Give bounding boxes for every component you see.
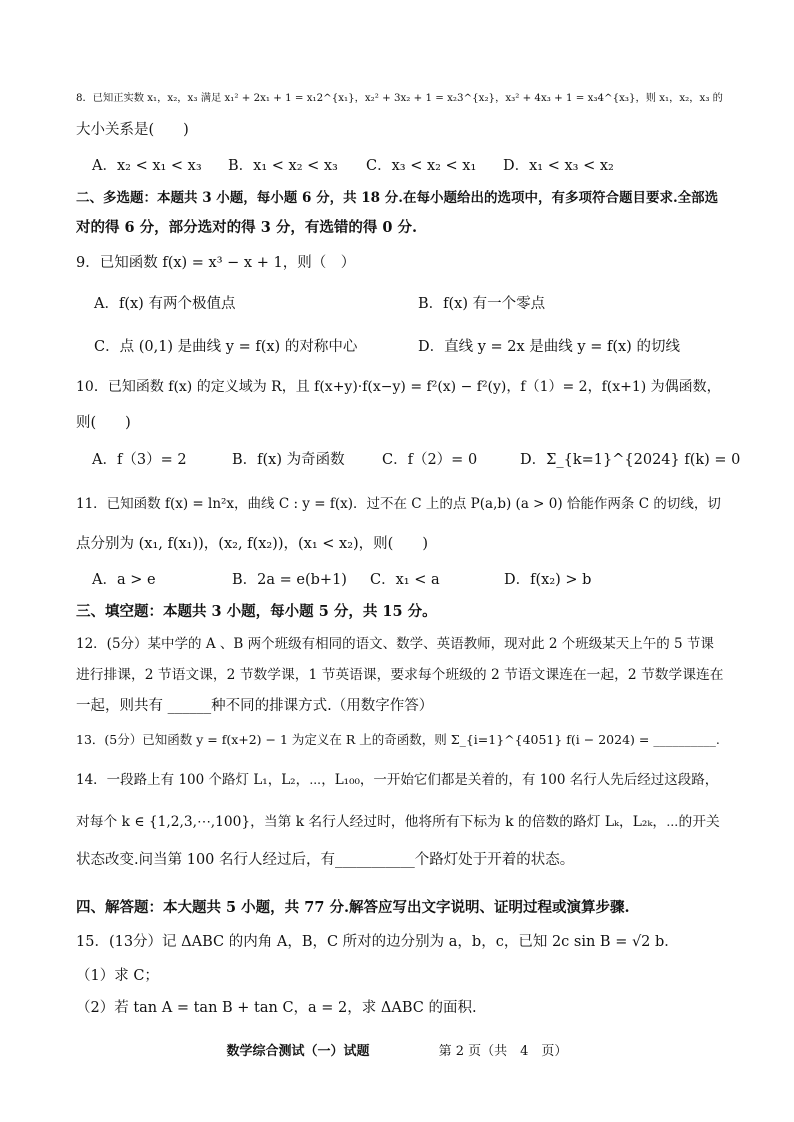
- q8-line1: 8．已知正实数 x₁，x₂，x₃ 满足 x₁² + 2x₁ + 1 = x₁2^{x₁}，x₂² + 3x₂ + 1 = x₂3^{x₂}，x₃² + 4x₃ + 1 = x₃4^{x₃}，则 x₁，x₂，x₃ 的: [76, 92, 723, 104]
- q14-line3: 状态改变.问当第 100 名行人经过后，有___________个路灯处于开着的状态。: [76, 852, 575, 868]
- q10-option-c: C．f（2）= 0: [382, 452, 478, 468]
- q11-option-c: C．x₁ < a: [370, 572, 440, 588]
- q9-stem: 9．已知函数 f(x) = x³ − x + 1，则（ ）: [76, 255, 356, 271]
- q11-option-a: A．a > e: [92, 572, 156, 588]
- q14-line2: 对每个 k ∈ {1,2,3,⋯,100}，当第 k 名行人经过时，他将所有下标为 k 的倍数的路灯 Lₖ，L₂ₖ，⋯的开关: [76, 814, 720, 830]
- q12-line2: 进行排课，2 节语文课，2 节数学课，1 节英语课，要求每个班级的 2 节语文课连在一起，2 节数学课连在: [76, 667, 724, 683]
- q8-line2: 大小关系是( ): [76, 122, 189, 138]
- q8-option-a: A．x₂ < x₁ < x₃: [92, 158, 202, 174]
- q10-line1: 10．已知函数 f(x) 的定义域为 R，且 f(x+y)·f(x−y) = f²(x) − f²(y)，f（1）= 2，f(x+1) 为偶函数，: [76, 379, 721, 395]
- q10-option-a: A．f（3）= 2: [92, 452, 187, 468]
- q11-option-b: B．2a = e(b+1): [232, 572, 347, 588]
- q11-option-d: D．f(x₂) > b: [504, 572, 592, 588]
- q15-stem: 15．(13分）记 ΔABC 的内角 A，B，C 所对的边分别为 a，b，c，已知 2c sin B = √2 b．: [76, 934, 679, 950]
- q12-line1: 12．(5分）某中学的 A 、B 两个班级有相同的语文、数学、英语教师，现对此 2 个班级某天上午的 5 节课: [76, 636, 714, 652]
- q10-option-b: B．f(x) 为奇函数: [232, 452, 345, 468]
- footer-title: 数学综合测试（一）试题: [226, 1044, 370, 1059]
- q10-option-d: D．Σ_{k=1}^{2024} f(k) = 0: [520, 452, 741, 468]
- q9-option-b: B．f(x) 有一个零点: [418, 296, 546, 312]
- q9-option-c: C．点 (0,1) 是曲线 y = f(x) 的对称中心: [94, 339, 358, 355]
- q15-part1: （1）求 C；: [76, 968, 159, 984]
- q11-line1: 11．已知函数 f(x) = ln²x，曲线 C : y = f(x)．过不在 C 上的点 P(a,b) (a > 0) 恰能作两条 C 的切线，切: [76, 496, 721, 512]
- q14-line1: 14．一段路上有 100 个路灯 L₁，L₂，⋯，L₁₀₀，一开始它们都是关着的，有 100 名行人先后经过这段路，: [76, 772, 719, 788]
- q11-line2: 点分别为 (x₁, f(x₁))，(x₂, f(x₂))，(x₁ < x₂)，则( ): [76, 536, 428, 552]
- q15-part2: （2）若 tan A = tan B + tan C，a = 2，求 ΔABC 的面积.: [76, 1000, 477, 1016]
- q12-line3: 一起，则共有 ______种不同的排课方式.（用数字作答）: [76, 698, 434, 714]
- q8-option-b: B．x₁ < x₂ < x₃: [228, 158, 338, 174]
- section2-heading-line2: 对的得 6 分，部分选对的得 3 分，有选错的得 0 分.: [76, 219, 418, 236]
- q13-stem: 13．(5分）已知函数 y = f(x+2) − 1 为定义在 R 上的奇函数，则 Σ_{i=1}^{4051} f(i − 2024) = __________.: [76, 732, 720, 747]
- footer-page-number: 第 2 页（共 4 页）: [438, 1044, 568, 1059]
- page-footer: [0, 1040, 794, 1059]
- q8-option-c: C．x₃ < x₂ < x₁: [366, 158, 477, 174]
- section2-heading-line1: 二、多选题：本题共 3 小题，每小题 6 分，共 18 分.在每小题给出的选项中，有多项符合题目要求.全部选: [76, 190, 719, 206]
- q9-option-a: A．f(x) 有两个极值点: [94, 296, 236, 312]
- q10-line2: 则( ): [76, 415, 131, 431]
- section3-heading: 三、填空题：本题共 3 小题，每小题 5 分，共 15 分。: [76, 603, 437, 620]
- q9-option-d: D．直线 y = 2x 是曲线 y = f(x) 的切线: [418, 339, 680, 355]
- section4-heading: 四、解答题：本大题共 5 小题，共 77 分.解答应写出文字说明、证明过程或演算步骤.: [76, 899, 630, 916]
- q8-option-d: D．x₁ < x₃ < x₂: [503, 158, 614, 174]
